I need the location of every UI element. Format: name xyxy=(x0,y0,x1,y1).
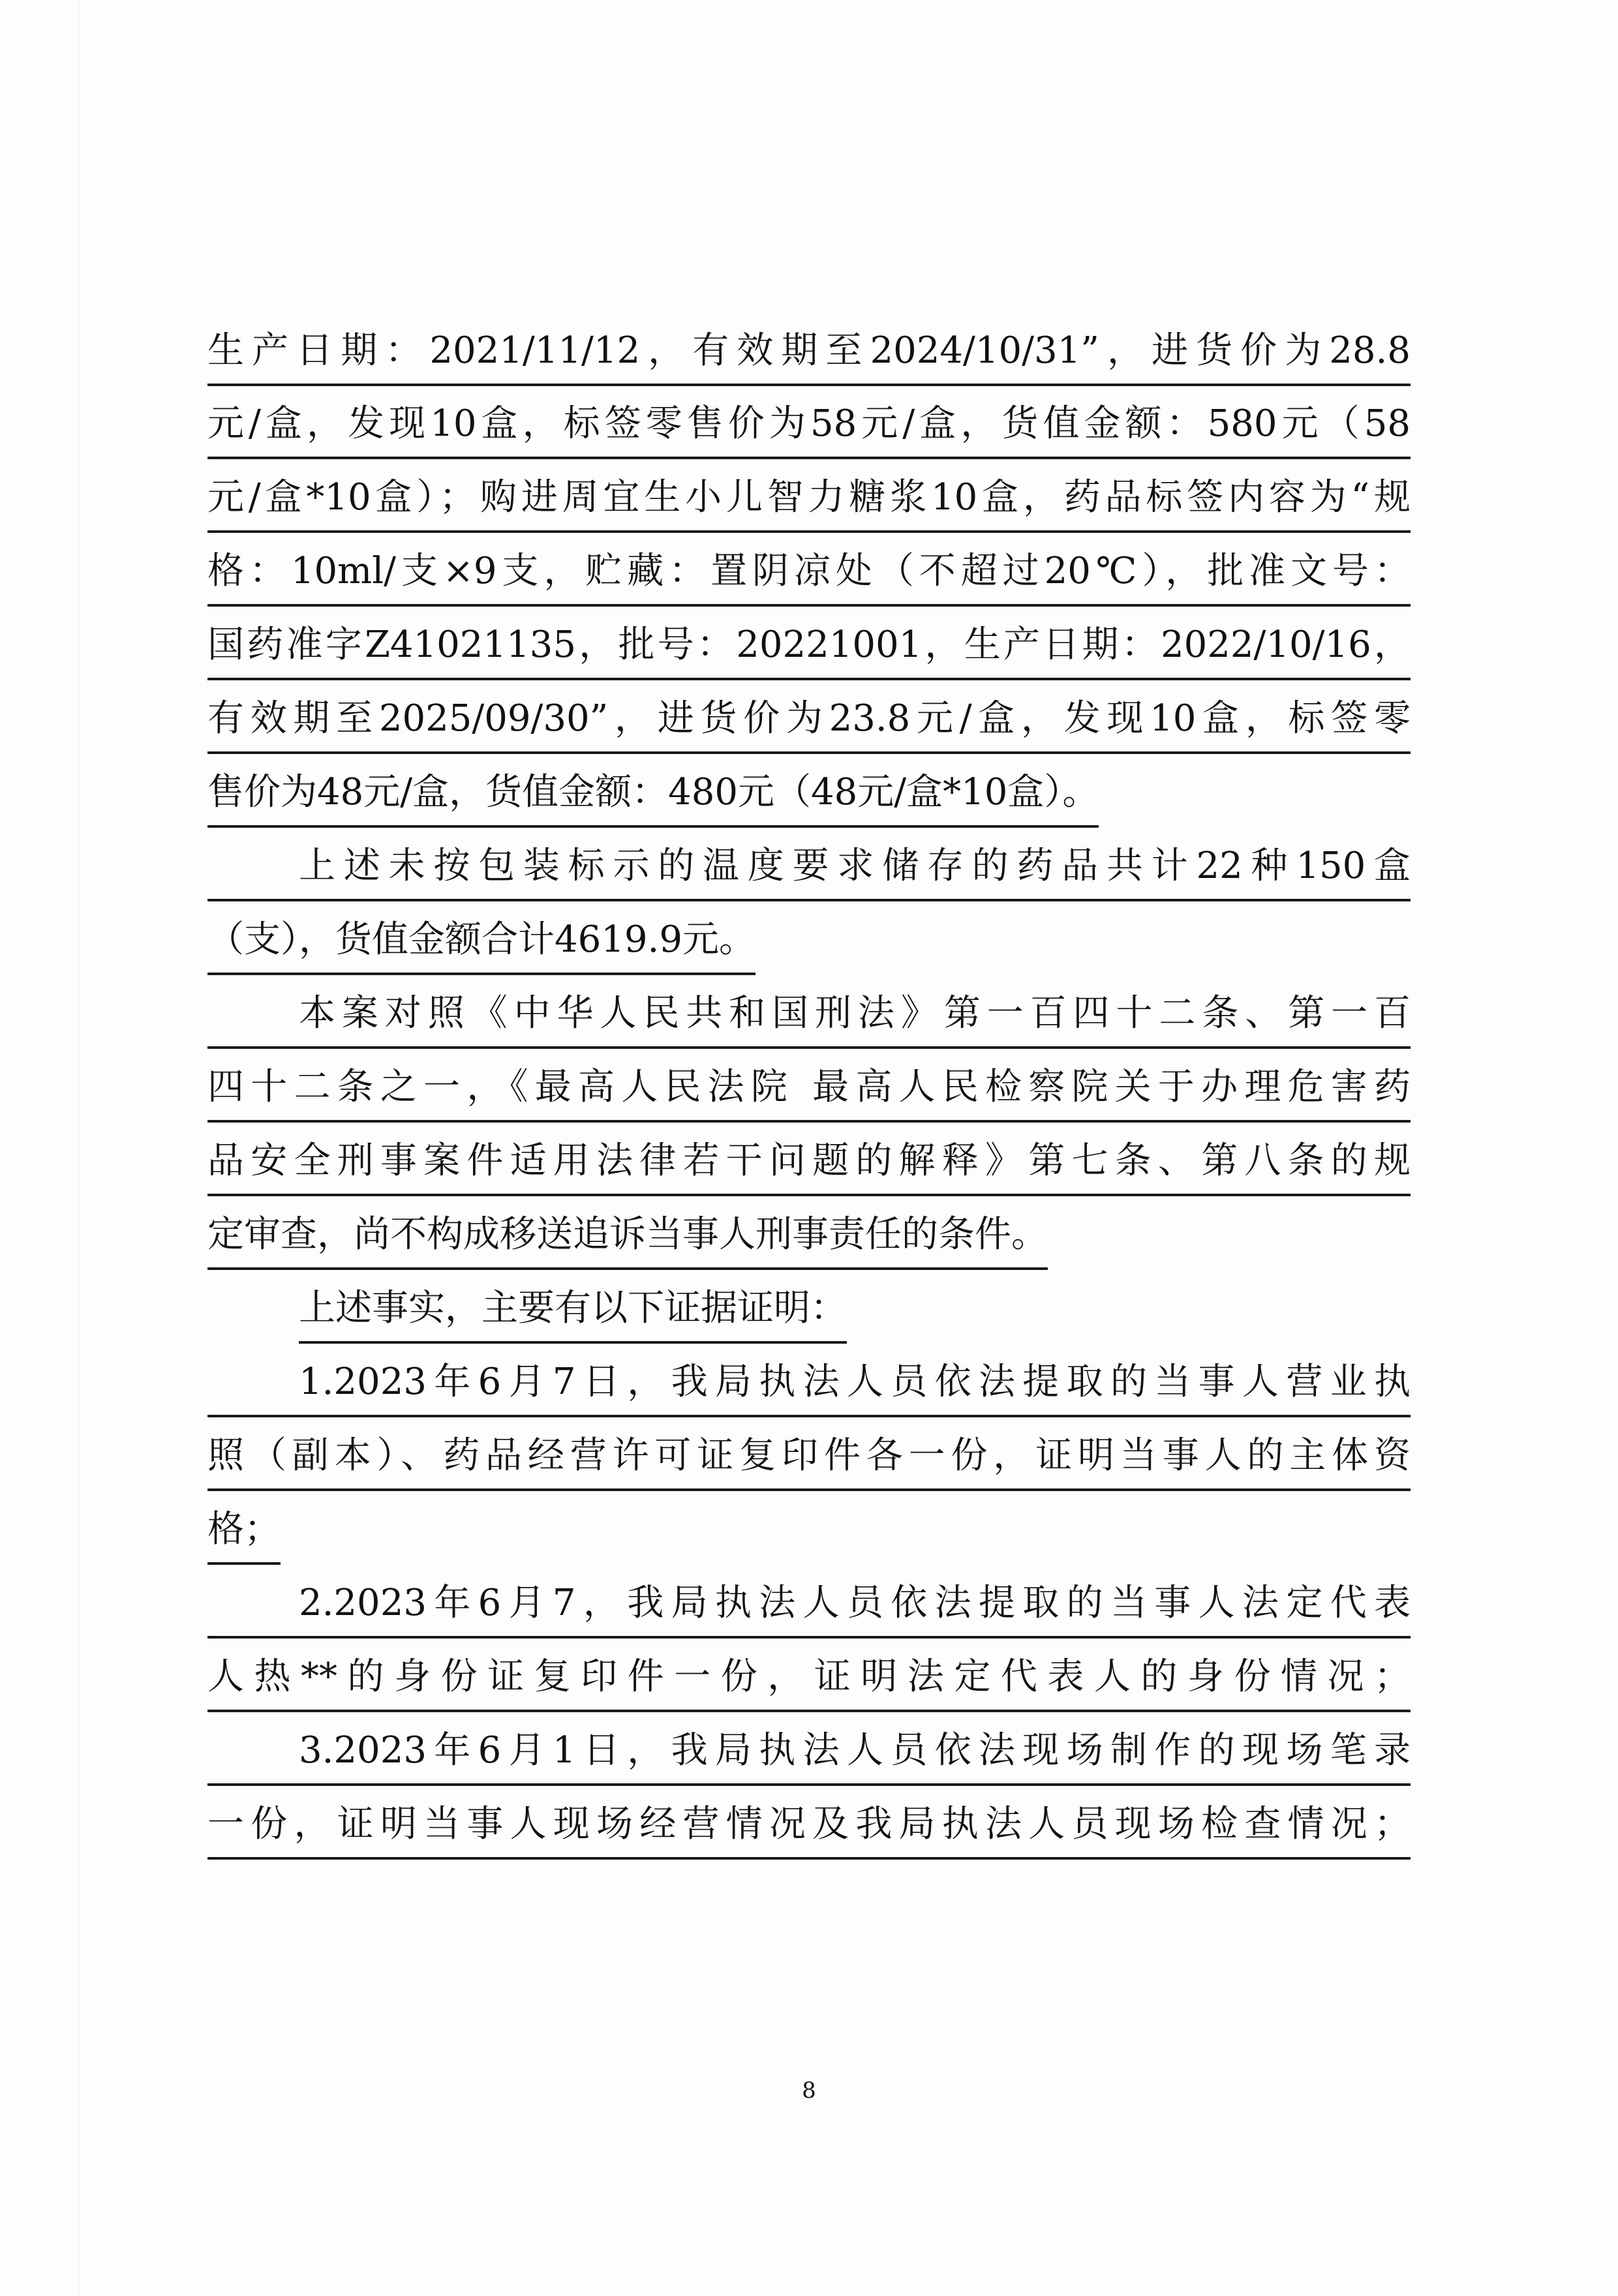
text-line xyxy=(207,1497,1411,1570)
paragraph-first-line xyxy=(207,981,1411,1054)
paragraph-first-line xyxy=(207,1276,1411,1349)
underlined-text: 格； xyxy=(207,1497,281,1565)
underlined-text: 生产日期：2021/11/12，有效期至2024/10/31”，进货价为28.8 xyxy=(207,318,1411,386)
underlined-text: 一份，证明当事人现场经营情况及我局执法人员现场检查情况； xyxy=(207,1792,1411,1860)
page-number: 8 xyxy=(802,2077,816,2104)
underlined-text: 定审查，尚不构成移送追诉当事人刑事责任的条件。 xyxy=(207,1202,1048,1270)
text-line xyxy=(207,1128,1411,1201)
text-line xyxy=(207,465,1411,538)
text-line xyxy=(207,1202,1411,1275)
text-line xyxy=(207,907,1411,980)
text-line xyxy=(207,1792,1411,1865)
text-line xyxy=(207,1055,1411,1128)
underlined-text: 售价为48元/盒，货值金额：480元（48元/盒*10盒）。 xyxy=(207,760,1099,828)
underlined-text: 上述未按包装标示的温度要求储存的药品共计22种150盒 xyxy=(207,834,1411,901)
text-line xyxy=(207,612,1411,686)
underlined-text: 上述事实，主要有以下证据证明： xyxy=(299,1276,847,1344)
paragraph-first-line xyxy=(207,1718,1411,1791)
scan-edge-mark xyxy=(78,0,80,2296)
underlined-text: 品安全刑事案件适用法律若干问题的解释》第七条、第八条的规 xyxy=(207,1128,1411,1196)
text-line xyxy=(207,318,1411,391)
underlined-text: 元/盒*10盒）；购进周宜生小儿智力糖浆10盒，药品标签内容为“规 xyxy=(207,465,1411,533)
underlined-text: 本案对照《中华人民共和国刑法》第一百四十二条、第一百 xyxy=(207,981,1411,1049)
underlined-text: 1.2023年6月7日，我局执法人员依法提取的当事人营业执 xyxy=(207,1350,1411,1417)
paragraph-first-line xyxy=(207,834,1411,907)
underlined-text: 元/盒，发现10盒，标签零售价为58元/盒，货值金额：580元（58 xyxy=(207,391,1411,459)
underlined-text: 四十二条之一，《最高人民法院 最高人民检察院关于办理危害药 xyxy=(207,1055,1411,1123)
text-line xyxy=(207,391,1411,464)
underlined-text: 国药准字Z41021135，批号：20221001，生产日期：2022/10/16， xyxy=(207,612,1411,680)
underlined-text: 2.2023年6月7，我局执法人员依法提取的当事人法定代表 xyxy=(207,1571,1411,1639)
text-line xyxy=(207,1423,1411,1496)
underlined-text: （支），货值金额合计4619.9元。 xyxy=(207,907,756,975)
underlined-text: 人热**的身份证复印件一份，证明法定代表人的身份情况； xyxy=(207,1644,1411,1712)
underlined-text: 格：10ml/支×9支，贮藏：置阴凉处（不超过20℃），批准文号： xyxy=(207,539,1411,607)
paragraph-first-line xyxy=(207,1571,1411,1644)
underlined-text: 有效期至2025/09/30”，进货价为23.8元/盒，发现10盒，标签零 xyxy=(207,686,1411,754)
underlined-text: 照（副本）、药品经营许可证复印件各一份，证明当事人的主体资 xyxy=(207,1423,1411,1491)
text-line xyxy=(207,539,1411,612)
underlined-text: 3.2023年6月1日，我局执法人员依法现场制作的现场笔录 xyxy=(207,1718,1411,1786)
text-line xyxy=(207,1644,1411,1717)
text-line xyxy=(207,686,1411,759)
text-line xyxy=(207,760,1411,833)
paragraph-first-line xyxy=(207,1350,1411,1423)
